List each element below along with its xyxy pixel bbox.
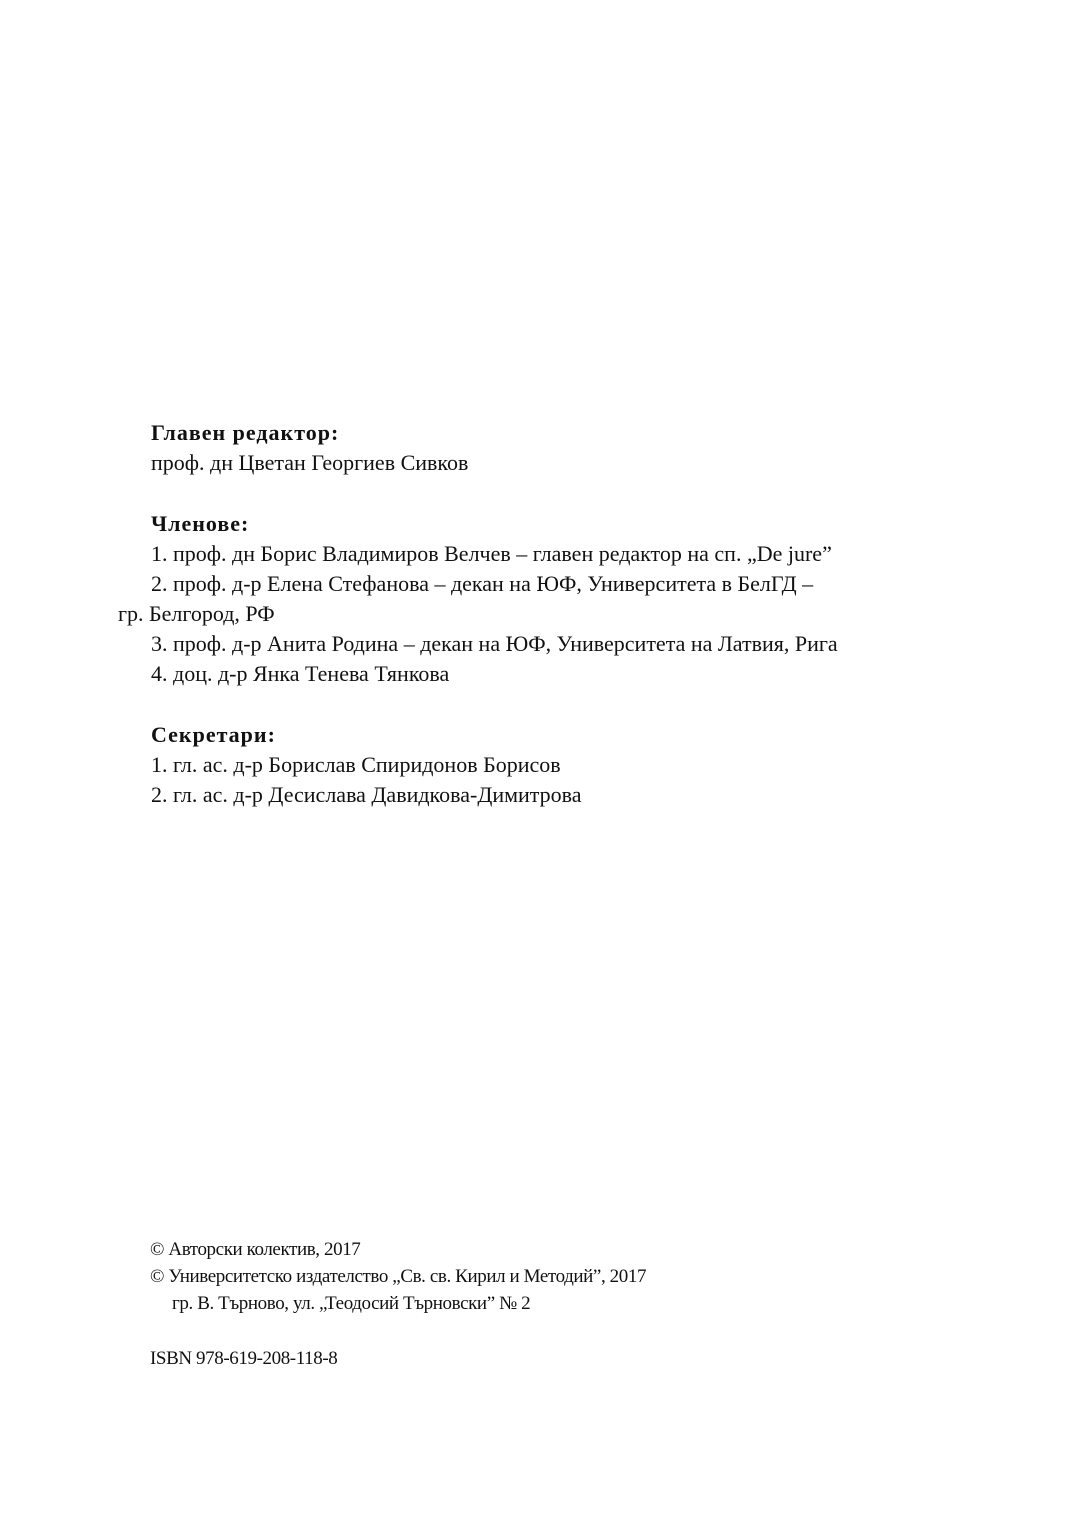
member-item: 1. проф. дн Борис Владимиров Велчев – главен редактор на сп. „De jure” [151, 541, 832, 566]
member-item: 3. проф. д-р Анита Родина – декан на ЮФ, Университета на Латвия, Рига [151, 631, 838, 656]
editor-in-chief-name: проф. дн Цветан Георгиев Сивков [151, 450, 469, 475]
member-item: 2. проф. д-р Елена Стефанова – декан на ЮФ, Университета в БелГД – [151, 571, 814, 596]
copyright-authors: © Авторски колектив, 2017 [150, 1239, 361, 1260]
publisher-address: гр. В. Търново, ул. „Теодосий Търновски” № 2 [172, 1293, 531, 1314]
secretaries-heading: Секретари: [151, 722, 276, 747]
copyright-publisher: © Университетско издателство „Св. св. Кирил и Методий”, 2017 [150, 1266, 647, 1287]
editor-in-chief-heading: Главен редактор: [151, 420, 340, 445]
secretary-item: 1. гл. ас. д-р Борислав Спиридонов Борисов [151, 752, 561, 777]
editorial-board [118, 418, 978, 810]
members-heading: Членове: [151, 511, 250, 536]
member-item: 4. доц. д-р Янка Тенева Тянкова [151, 661, 450, 686]
isbn: ISBN 978-619-208-118-8 [150, 1348, 338, 1369]
imprint-block [150, 1236, 950, 1372]
spacer [118, 689, 978, 720]
member-item-continuation: гр. Белгород, РФ [118, 601, 275, 626]
spacer [118, 478, 978, 509]
secretary-item: 2. гл. ас. д-р Десислава Давидкова-Димитрова [151, 782, 582, 807]
